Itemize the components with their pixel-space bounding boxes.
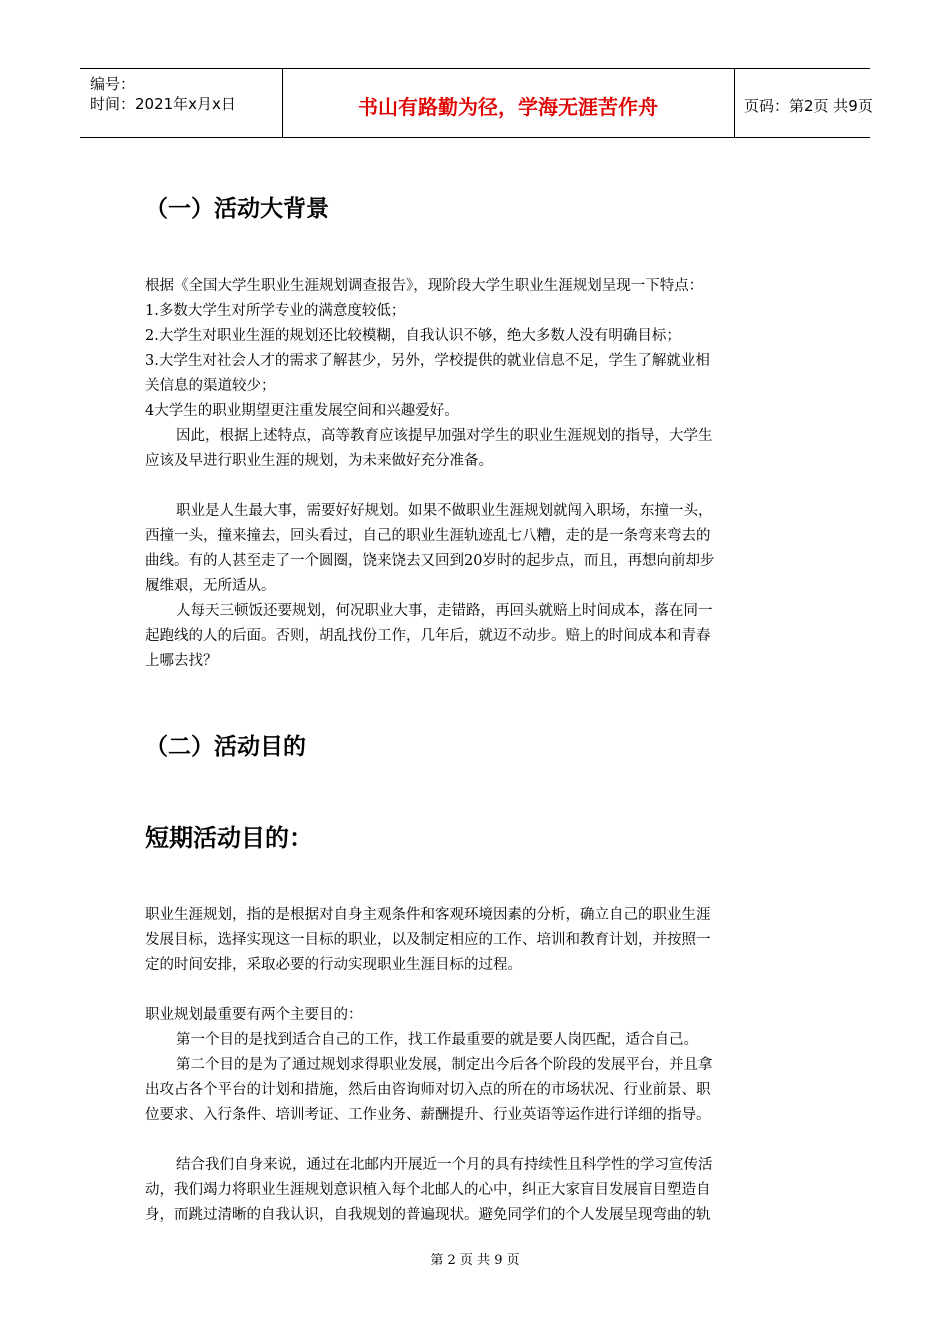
paragraph-line: 应该及早进行职业生涯的规划，为未来做好充分准备。 (145, 453, 493, 469)
section-background-title: （一）活动大背景 (145, 196, 329, 222)
paragraph-line: 因此，根据上述特点，高等教育应该提早加强对学生的职业生涯规划的指导，大学生 (176, 428, 713, 444)
paragraph-line: 职业生涯规划，指的是根据对自身主观条件和客观环境因素的分析，确立自己的职业生涯 (145, 907, 711, 923)
paragraph-line: 履维艰，无所适从。 (145, 578, 276, 594)
paragraph-line: 职业规划最重要有两个主要目的： (145, 1007, 363, 1023)
section-purpose-title: （二）活动目的 (145, 734, 306, 760)
header-meta (80, 69, 283, 137)
paragraph-line: 上哪去找？ (145, 653, 218, 669)
paragraph-line: 3.大学生对社会人才的需求了解甚少，另外，学校提供的就业信息不足，学生了解就业相 (145, 353, 710, 369)
paragraph-line: 1.多数大学生对所学专业的满意度较低； (145, 303, 406, 319)
paragraph-line: 西撞一头，撞来撞去，回头看过，自己的职业生涯轨迹乱七八糟，走的是一条弯来弯去的 (145, 528, 711, 544)
page-footer: 第 2 页 共 9 页 (430, 1253, 520, 1268)
page-header (80, 68, 873, 138)
paragraph-line: 4大学生的职业期望更注重发展空间和兴趣爱好。 (145, 403, 459, 419)
paragraph-line: 人每天三顿饭还要规划，何况职业大事，走错路，再回头就赔上时间成本，落在同一 (176, 603, 713, 619)
paragraph-line: 动，我们竭力将职业生涯规划意识植入每个北邮人的心中，纠正大家盲目发展盲目塑造自 (145, 1182, 711, 1198)
paragraph-line: 第一个目的是找到适合自己的工作，找工作最重要的就是要人岗匹配，适合自己。 (176, 1032, 698, 1048)
doc-number-label: 编号： (90, 75, 136, 93)
paragraph-line: 第二个目的是为了通过规划求得职业发展，制定出今后各个阶段的发展平台，并且拿 (176, 1057, 713, 1073)
paragraph-line: 定的时间安排，采取必要的行动实现职业生涯目标的过程。 (145, 957, 522, 973)
header-slogan-cell (282, 69, 735, 137)
paragraph-line: 关信息的渠道较少； (145, 378, 276, 394)
paragraph-line: 2.大学生对职业生涯的规划还比较模糊，自我认识不够，绝大多数人没有明确目标； (145, 328, 681, 344)
paragraph-line: 根据《全国大学生职业生涯规划调查报告》，现阶段大学生职业生涯规划呈现一下特点： (145, 278, 704, 294)
section-short-term-title: 短期活动目的： (145, 824, 313, 852)
paragraph-line: 起跑线的人的后面。否则，胡乱找份工作，几年后，就迈不动步。赔上的时间成本和青春 (145, 628, 711, 644)
paragraph-line: 发展目标，选择实现这一目标的职业，以及制定相应的工作、培训和教育计划，并按照一 (145, 932, 711, 948)
header-slogan: 书山有路勤为径，学海无涯苦作舟 (358, 95, 658, 119)
paragraph-line: 职业是人生最大事，需要好好规划。如果不做职业生涯规划就闯入职场，东撞一头， (176, 503, 713, 519)
paragraph-line: 曲线。有的人甚至走了一个圆圈，饶来饶去又回到20岁时的起步点，而且，再想向前却步 (145, 553, 715, 569)
header-page-cell (735, 69, 873, 137)
doc-time-label: 时间：2021年x月x日 (90, 95, 236, 113)
paragraph-line: 身，而跳过清晰的自我认识，自我规划的普遍现状。避免同学们的个人发展呈现弯曲的轨 (145, 1207, 711, 1223)
paragraph-line: 结合我们自身来说，通过在北邮内开展近一个月的具有持续性且科学性的学习宣传活 (176, 1157, 713, 1173)
header-page-info: 页码：第2页 共9页 (744, 97, 873, 115)
paragraph-line: 位要求、入行条件、培训考证、工作业务、薪酬提升、行业英语等运作进行详细的指导。 (145, 1107, 711, 1123)
paragraph-line: 出攻占各个平台的计划和措施，然后由咨询师对切入点的所在的市场状况、行业前景、职 (145, 1082, 711, 1098)
